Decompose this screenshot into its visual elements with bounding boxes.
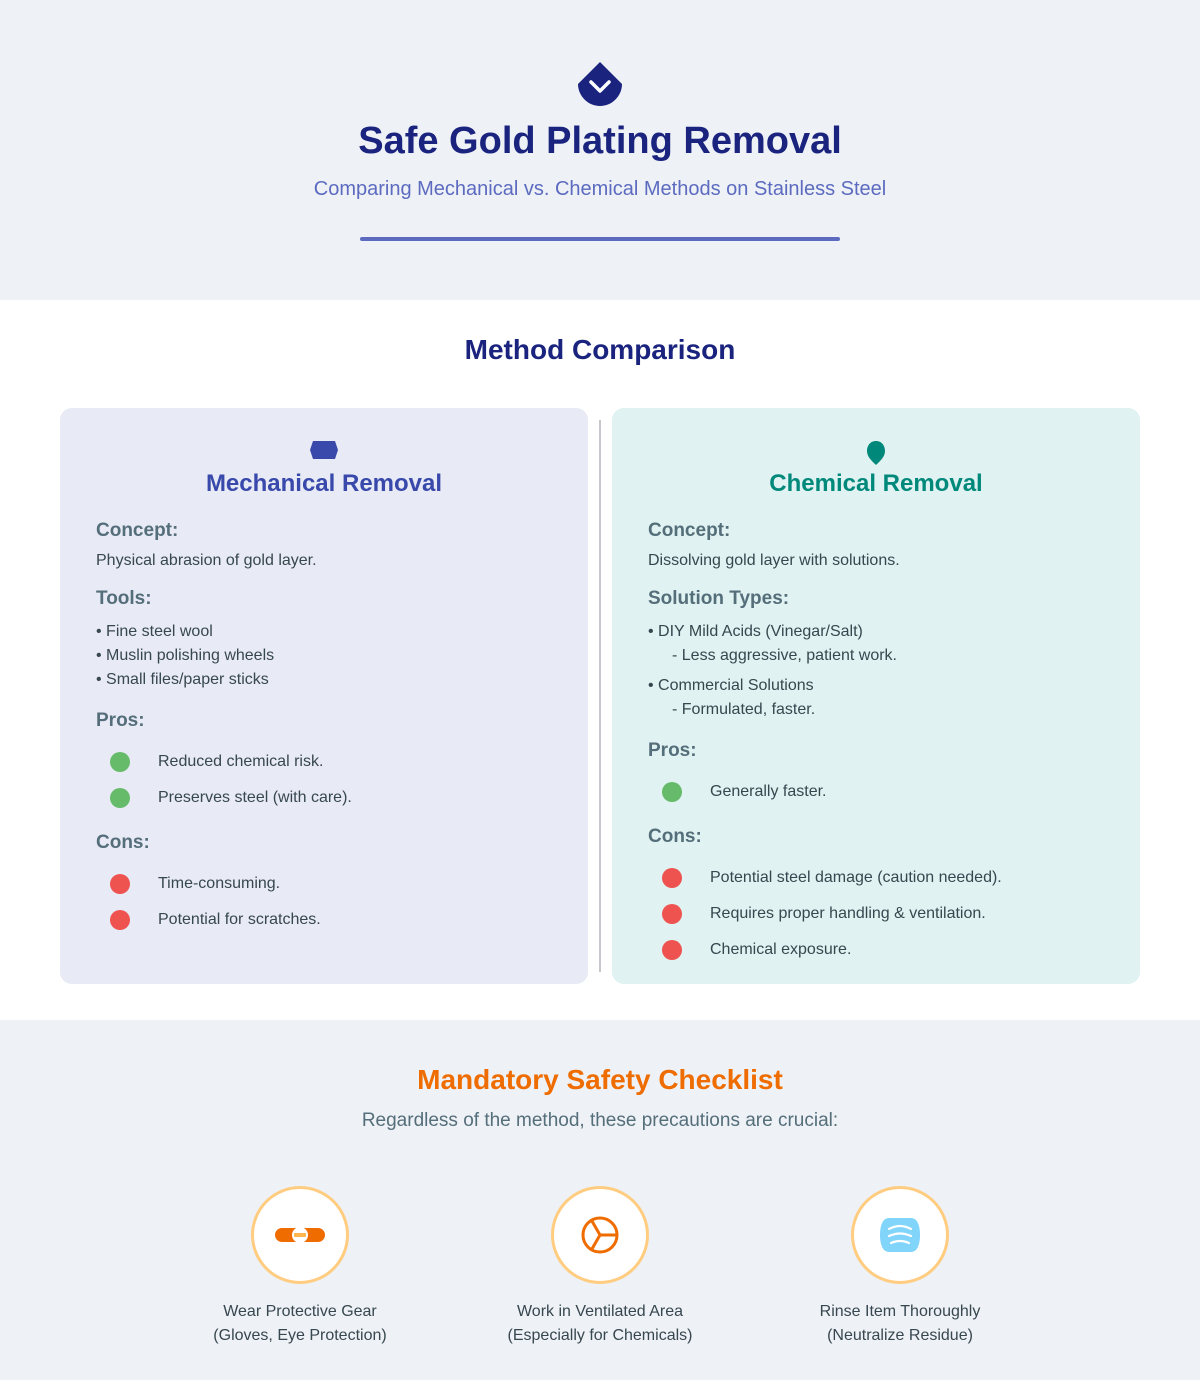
pro-text: Reduced chemical risk. <box>158 753 324 770</box>
safety-label-line1: Work in Ventilated Area <box>516 1303 684 1320</box>
pro-item <box>96 780 552 816</box>
con-text: Requires proper handling & ventilation. <box>710 905 986 922</box>
comparison-section <box>0 300 1200 1020</box>
tools-list <box>96 620 552 692</box>
solution-desc: - Formulated, faster. <box>672 701 816 718</box>
con-item <box>648 860 1104 896</box>
safety-title: Mandatory Safety Checklist <box>417 1064 783 1095</box>
concept-text: Dissolving gold layer with solutions. <box>648 552 900 569</box>
comparison-title: Method Comparison <box>464 334 736 365</box>
con-dot-icon <box>662 868 682 888</box>
safety-icon-circle <box>551 1186 649 1284</box>
con-text: Potential for scratches. <box>158 911 321 928</box>
pros-label: Pros: <box>96 710 145 731</box>
safety-label <box>780 1300 1020 1348</box>
pro-item <box>96 744 552 780</box>
cons-label: Cons: <box>96 832 150 853</box>
page-title: Safe Gold Plating Removal <box>358 120 842 162</box>
safety-label <box>180 1300 420 1348</box>
chemical-panel <box>612 408 1140 984</box>
con-dot-icon <box>662 904 682 924</box>
pro-dot-icon <box>662 782 682 802</box>
pros-label: Pros: <box>648 740 697 761</box>
pro-dot-icon <box>110 752 130 772</box>
safety-label-line1: Rinse Item Thoroughly <box>819 1303 981 1320</box>
pro-dot-icon <box>110 788 130 808</box>
solution-list <box>648 620 1104 722</box>
concept-label: Concept: <box>96 520 179 541</box>
safety-section <box>0 1020 1200 1380</box>
con-item <box>96 866 552 902</box>
concept-label: Concept: <box>648 520 731 541</box>
con-text: Potential steel damage (caution needed). <box>710 869 1002 886</box>
ventilation-fan-icon <box>580 1215 620 1255</box>
list-item <box>648 620 1104 668</box>
safety-label-line2: (Neutralize Residue) <box>827 1327 973 1344</box>
page-subtitle: Comparing Mechanical vs. Chemical Methods on Stainless Steel <box>313 178 887 200</box>
con-text: Time-consuming. <box>158 875 281 892</box>
concept-text: Physical abrasion of gold layer. <box>96 552 317 569</box>
safety-label-line2: (Especially for Chemicals) <box>507 1327 693 1344</box>
pro-text: Preserves steel (with care). <box>158 789 352 806</box>
safety-item-rinse <box>780 1186 1020 1348</box>
con-item <box>648 932 1104 968</box>
tools-label: Tools: <box>96 588 152 609</box>
solution-types-label: Solution Types: <box>648 588 790 609</box>
con-item <box>648 896 1104 932</box>
solution-name: • Commercial Solutions <box>648 677 814 694</box>
protective-gear-icon <box>274 1225 326 1245</box>
shield-check-icon <box>576 60 624 108</box>
list-item: • Fine steel wool <box>96 623 213 640</box>
pro-text: Generally faster. <box>710 783 827 800</box>
cons-label: Cons: <box>648 826 702 847</box>
con-item <box>96 902 552 938</box>
list-item: • Small files/paper sticks <box>96 671 269 688</box>
safety-subtitle: Regardless of the method, these precautions are crucial: <box>361 1110 839 1131</box>
solution-name: • DIY Mild Acids (Vinegar/Salt) <box>648 623 863 640</box>
safety-icon-circle <box>251 1186 349 1284</box>
con-dot-icon <box>662 940 682 960</box>
cons-list <box>648 860 1104 968</box>
header-divider <box>360 237 840 241</box>
safety-icon-circle <box>851 1186 949 1284</box>
chemical-title: Chemical Removal <box>769 470 983 497</box>
solution-desc: - Less aggressive, patient work. <box>672 647 897 664</box>
pros-list <box>648 774 1104 810</box>
droplet-icon <box>866 440 886 466</box>
panel-divider <box>599 420 601 972</box>
cons-list <box>96 866 552 938</box>
pros-list <box>96 744 552 816</box>
mechanical-panel <box>60 408 588 984</box>
safety-item-ventilation <box>480 1186 720 1348</box>
con-dot-icon <box>110 874 130 894</box>
water-rinse-icon <box>879 1217 921 1253</box>
list-item <box>648 674 1104 722</box>
mechanical-title: Mechanical Removal <box>205 470 443 497</box>
safety-item-gear <box>180 1186 420 1348</box>
sanding-block-icon <box>309 440 339 460</box>
con-dot-icon <box>110 910 130 930</box>
pro-item <box>648 774 1104 810</box>
list-item: • Muslin polishing wheels <box>96 647 275 664</box>
safety-label <box>480 1300 720 1348</box>
safety-label-line1: Wear Protective Gear <box>223 1303 377 1320</box>
con-text: Chemical exposure. <box>710 941 852 958</box>
safety-label-line2: (Gloves, Eye Protection) <box>213 1327 387 1344</box>
header-section <box>0 0 1200 300</box>
